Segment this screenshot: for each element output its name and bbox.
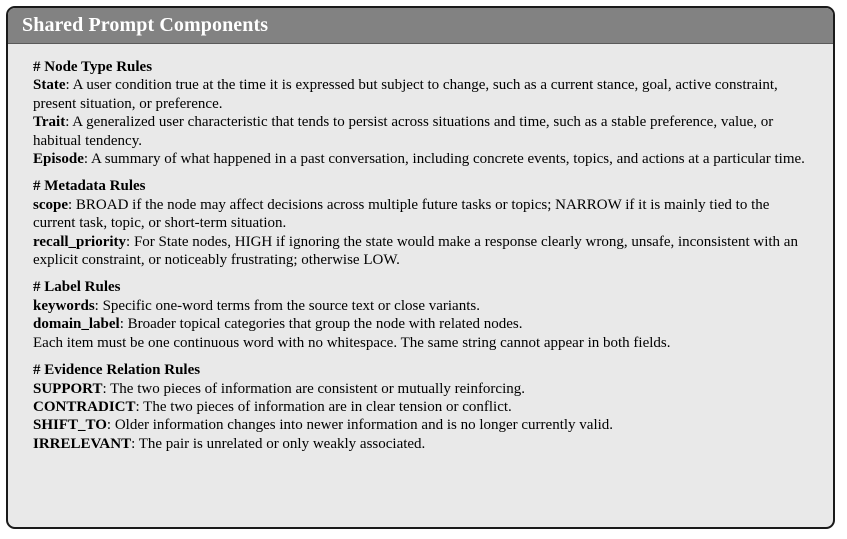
rule-term: CONTRADICT — [33, 398, 136, 415]
section-metadata-rules — [33, 177, 811, 269]
rule-text: : The two pieces of information are consistent or mutually reinforcing. — [102, 380, 526, 397]
rule-irrelevant — [33, 435, 811, 453]
rule-text: : Specific one-word terms from the source text or close variants. — [94, 297, 480, 314]
panel-title: Shared Prompt Components — [22, 14, 269, 36]
rule-text: : For State nodes, HIGH if ignoring the state would make a response clearly wrong, unsafe, inconsistent with an explicit constraint, or noticeably frustrating; otherwise LOW. — [33, 233, 798, 269]
rule-text: : Broader topical categories that group the node with related nodes. — [119, 316, 523, 333]
rule-text: : A summary of what happened in a past conversation, including concrete events, topics, and actions at a particular time. — [83, 151, 805, 168]
rule-episode — [33, 150, 811, 168]
rule-term: State — [33, 77, 66, 94]
section-heading: # Label Rules — [33, 279, 121, 296]
rule-text: : BROAD if the node may affect decisions across multiple future tasks or topics; NARROW if it is mainly tied to the current task, topic, or short-term situation. — [33, 196, 770, 232]
rule-term: SUPPORT — [33, 380, 103, 397]
rule-term: recall_priority — [33, 233, 127, 250]
rule-scope — [33, 196, 811, 233]
rule-text: Each item must be one continuous word with no whitespace. The same string cannot appear in both fields. — [33, 334, 671, 351]
section-heading: # Metadata Rules — [33, 178, 146, 195]
rule-term: IRRELEVANT — [33, 435, 132, 452]
rule-recall-priority — [33, 233, 811, 270]
section-evidence-relation-rules — [33, 361, 811, 453]
rule-whitespace-note — [33, 334, 811, 352]
section-label-rules — [33, 278, 811, 352]
section-heading: # Evidence Relation Rules — [33, 362, 201, 379]
rule-term: domain_label — [33, 316, 120, 333]
rule-term: scope — [33, 196, 68, 213]
panel-body — [8, 44, 833, 453]
rule-term: Trait — [33, 114, 66, 131]
rule-text: : Older information changes into newer information and is no longer currently valid. — [106, 417, 614, 434]
rule-keywords — [33, 297, 811, 315]
rule-text: : The pair is unrelated or only weakly associated. — [131, 435, 426, 452]
rule-domain-label — [33, 315, 811, 333]
rule-shift-to — [33, 416, 811, 434]
rule-trait — [33, 113, 811, 150]
section-heading: # Node Type Rules — [33, 59, 153, 75]
rule-term: keywords — [33, 297, 95, 314]
rule-contradict — [33, 398, 811, 416]
rule-text: : The two pieces of information are in clear tension or conflict. — [135, 398, 512, 415]
rule-text: : A generalized user characteristic that tends to persist across situations and time, such as a stable preference, value, or habitual tendency. — [33, 114, 774, 149]
panel-header — [8, 8, 833, 44]
rule-term: Episode — [33, 151, 84, 168]
rule-support — [33, 380, 811, 398]
rule-text: : A user condition true at the time it is expressed but subject to change, such as a current stance, goal, active constraint, present situation, or preference. — [33, 77, 778, 112]
section-node-type-rules — [33, 58, 811, 168]
rule-state — [33, 76, 811, 113]
rule-term: SHIFT_TO — [33, 417, 107, 434]
prompt-components-panel — [6, 6, 835, 529]
